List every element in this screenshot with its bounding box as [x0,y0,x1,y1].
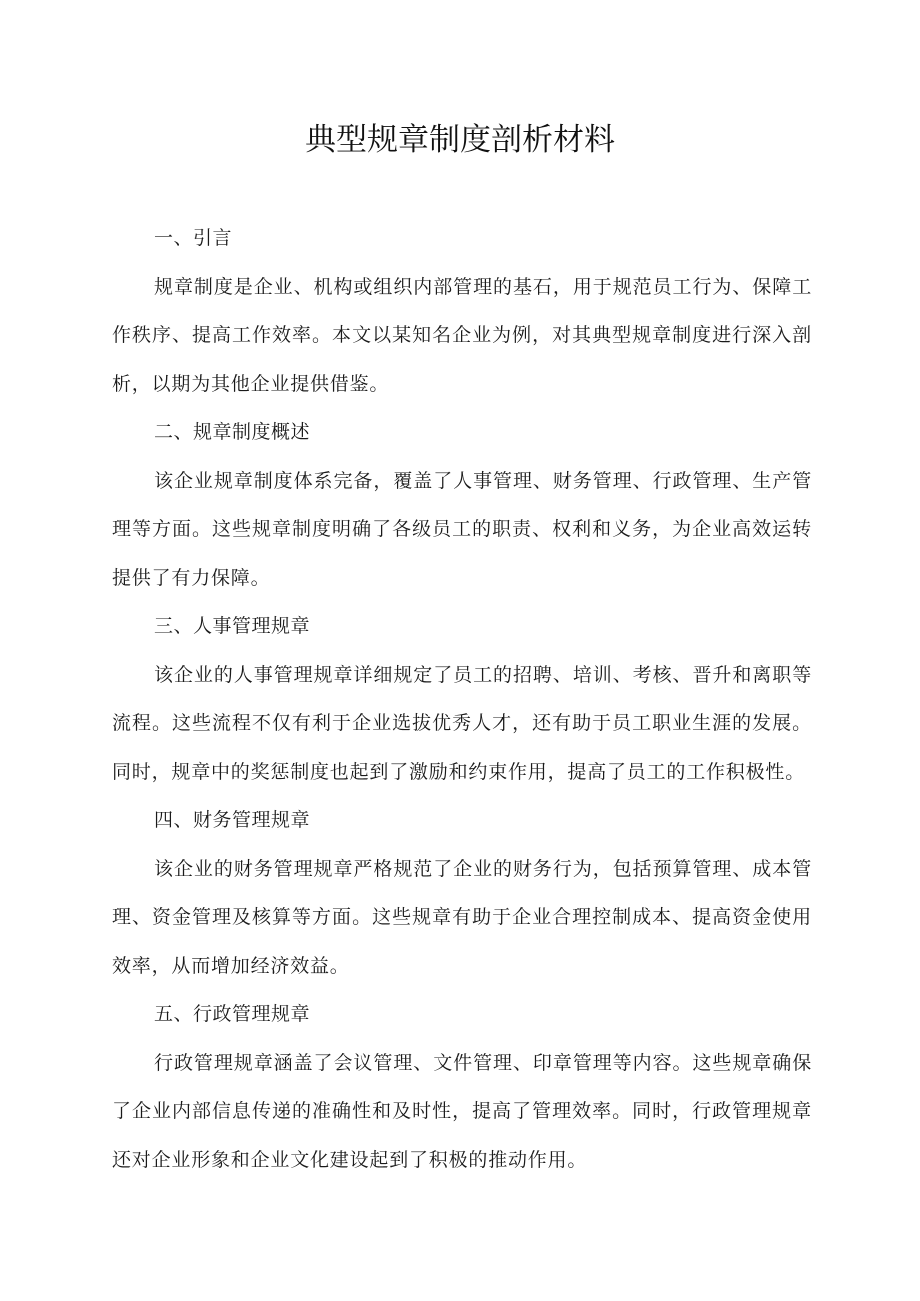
section-finance-rules [112,796,812,990]
section-overview [112,408,812,602]
section-heading: 二、规章制度概述 [154,421,311,443]
section-hr-rules [112,602,812,796]
section-heading: 三、人事管理规章 [154,615,311,637]
section-paragraph: 该企业的财务管理规章严格规范了企业的财务行为，包括预算管理、成本管理、资金管理及核算等方面。这些规章有助于企业合理控制成本、提高资金使用效率，从而增加经济效益。 [112,857,812,977]
section-paragraph: 该企业的人事管理规章详细规定了员工的招聘、培训、考核、晋升和离职等流程。这些流程不仅有利于企业选拔优秀人才，还有助于员工职业生涯的发展。同时，规章中的奖惩制度也起到了激励和约束作用，提高了员工的工作积极性。 [112,663,812,783]
section-admin-rules [112,990,812,1184]
document-title: 典型规章制度剖析材料 [305,122,615,158]
section-paragraph: 规章制度是企业、机构或组织内部管理的基石，用于规范员工行为、保障工作秩序、提高工作效率。本文以某知名企业为例，对其典型规章制度进行深入剖析，以期为其他企业提供借鉴。 [112,275,812,395]
section-heading: 五、行政管理规章 [154,1003,311,1025]
section-paragraph: 该企业规章制度体系完备，覆盖了人事管理、财务管理、行政管理、生产管理等方面。这些规章制度明确了各级员工的职责、权利和义务，为企业高效运转提供了有力保障。 [112,469,812,589]
section-introduction [112,214,812,408]
section-heading: 四、财务管理规章 [154,809,311,831]
document-body [112,214,812,1184]
section-heading: 一、引言 [154,227,233,249]
section-paragraph: 行政管理规章涵盖了会议管理、文件管理、印章管理等内容。这些规章确保了企业内部信息传递的准确性和及时性，提高了管理效率。同时，行政管理规章还对企业形象和企业文化建设起到了积极的推动作用。 [112,1051,812,1171]
